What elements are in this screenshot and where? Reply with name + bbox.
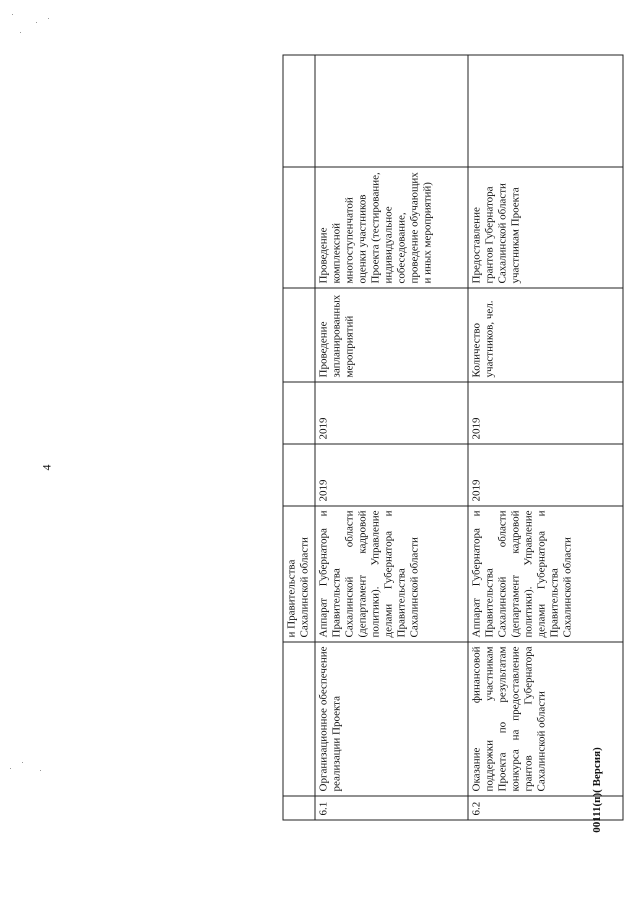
scan-speck [36, 22, 37, 23]
table-row [468, 55, 623, 820]
end-year: 2019 [315, 382, 468, 444]
table-row [283, 55, 315, 820]
table-cell [283, 382, 315, 444]
scan-speck [48, 18, 49, 19]
table-cell [283, 55, 315, 167]
notes [468, 55, 623, 167]
activity-name: Оказание финансовой поддержки участникам Проекта по результатам конкурса на предоставление грантов Губернатора Сахалинской области [468, 642, 623, 796]
scan-speck [40, 770, 41, 771]
table-cell [283, 642, 315, 796]
activities-table [283, 55, 624, 821]
indicator: Количество участников, чел. [468, 288, 623, 382]
row-number: 6.1 [315, 796, 468, 820]
scan-speck [10, 768, 11, 769]
rotated-table-container [283, 56, 618, 821]
scan-speck [12, 14, 13, 15]
start-year: 2019 [468, 444, 623, 506]
start-year: 2019 [315, 444, 468, 506]
page-number: 4 [39, 464, 54, 471]
expected-result: Проведение комплексной многоступенчатой оценки участников Проекта (тестирование, индивидуальное собеседование, проведение обучающих и иных мероприятий) [315, 167, 468, 288]
footer-version: 00111(п)( Версия) [591, 747, 603, 833]
indicator: Проведение запланированных мероприятий [315, 288, 468, 382]
scan-speck [20, 32, 21, 33]
end-year: 2019 [468, 382, 623, 444]
scan-speck [22, 762, 23, 763]
table-cell: и Правительства Сахалинской области [283, 506, 315, 642]
executor: Аппарат Губернатора и Правительства Сахалинской области (департамент кадровой политики). Управление делами Губернатора и Правительства Сахалинской области [315, 506, 468, 642]
notes [315, 55, 468, 167]
table-cell [283, 288, 315, 382]
table-cell [283, 796, 315, 820]
executor: Аппарат Губернатора и Правительства Сахалинской области (департамент кадровой политики). Управление делами Губернатора и Правительства Сахалинской области [468, 506, 623, 642]
activity-name: Организационное обеспечение реализации Проекта [315, 642, 468, 796]
table-cell [283, 444, 315, 506]
table-cell [283, 167, 315, 288]
table-row [315, 55, 468, 820]
row-number: 6.2 [468, 796, 623, 820]
expected-result: Предоставление грантов Губернатора Сахалинской области участникам Проекта [468, 167, 623, 288]
